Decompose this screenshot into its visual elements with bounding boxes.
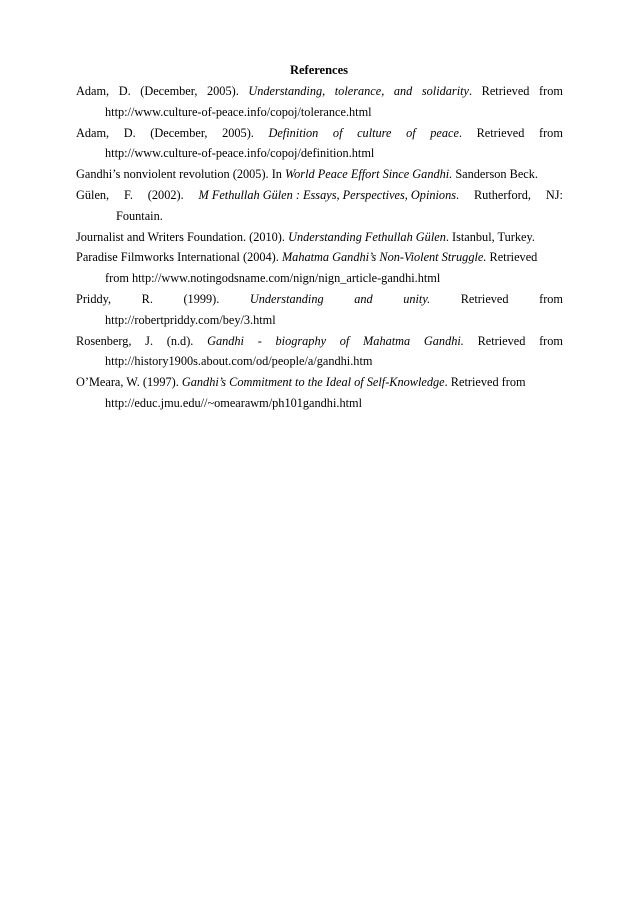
reference-text: . Retrieved from bbox=[444, 375, 526, 390]
reference-title-word: of bbox=[406, 125, 416, 140]
reference-entry bbox=[76, 227, 563, 248]
reference-title-word: peace bbox=[430, 125, 459, 140]
reference-word: (2002). bbox=[147, 187, 184, 202]
reference-entry bbox=[76, 372, 563, 414]
reference-word: . bbox=[468, 84, 473, 98]
reference-title-word: Understanding bbox=[249, 291, 324, 306]
reference-first-line bbox=[76, 289, 563, 310]
reference-text: Paradise Filmworks International (2004). bbox=[76, 250, 282, 265]
reference-word: D. bbox=[123, 125, 136, 140]
reference-title-word: biography bbox=[275, 333, 327, 348]
reference-title: Mahatma Gandhi’s Non-Violent Struggle. bbox=[281, 250, 487, 265]
reference-text: Sanderson Beck. bbox=[452, 167, 538, 182]
reference-word: D. bbox=[118, 84, 131, 98]
reference-url: http://educ.jmu.edu//~omearawm/ph101gandhi.html bbox=[105, 395, 362, 410]
reference-word: (n.d). bbox=[166, 333, 194, 348]
reference-word: Rutherford, bbox=[473, 187, 531, 202]
reference-publisher: Fountain. bbox=[116, 208, 163, 223]
reference-list bbox=[76, 81, 563, 414]
reference-first-line bbox=[76, 372, 563, 393]
reference-title-word: of bbox=[332, 125, 343, 140]
reference-word: Retrieved bbox=[477, 333, 526, 348]
reference-title: World Peace Effort Since Gandhi. bbox=[285, 167, 453, 182]
reference-title-word: of bbox=[339, 333, 350, 348]
reference-word: Retrieved bbox=[460, 291, 509, 306]
reference-text: Journalist and Writers Foundation. (2010). bbox=[76, 229, 289, 244]
page-title: References bbox=[289, 63, 349, 77]
reference-word: . bbox=[458, 125, 462, 140]
reference-title-word: Gandhi. bbox=[423, 333, 464, 348]
reference-word: from bbox=[538, 125, 563, 140]
reference-url: http://www.culture-of-peace.info/copoj/tolerance.html bbox=[105, 104, 372, 119]
reference-title-word: solidarity bbox=[421, 84, 469, 98]
reference-title-word: Mahatma bbox=[363, 333, 411, 348]
reference-text: Gandhi’s nonviolent revolution (2005). In bbox=[76, 167, 286, 182]
reference-title: M Fethullah Gülen : Essays, Perspectives, Opinions bbox=[198, 187, 457, 202]
reference-url: http://history1900s.about.com/od/people/a/gandhi.htm bbox=[105, 354, 373, 369]
reference-title: Understanding Fethullah Gülen bbox=[288, 229, 446, 244]
reference-title-word: Understanding, bbox=[248, 84, 326, 98]
reference-title-word: - bbox=[257, 333, 262, 348]
reference-word: (December, bbox=[150, 125, 208, 140]
reference-text: . Istanbul, Turkey. bbox=[445, 229, 535, 244]
reference-url: from http://www.notingodsname.com/nign/nign_article-gandhi.html bbox=[105, 271, 441, 286]
reference-title-word: Gandhi bbox=[207, 333, 244, 348]
reference-word: NJ: bbox=[545, 187, 563, 202]
reference-word: Adam, bbox=[76, 84, 110, 98]
reference-word: R. bbox=[141, 291, 153, 306]
reference-url: http://www.culture-of-peace.info/copoj/definition.html bbox=[105, 146, 375, 161]
reference-word: Retrieved bbox=[476, 125, 525, 140]
reference-word: (1999). bbox=[183, 291, 220, 306]
reference-url: http://robertpriddy.com/bey/3.html bbox=[105, 312, 276, 327]
reference-first-line bbox=[76, 81, 563, 102]
reference-word: Gülen, bbox=[76, 187, 110, 202]
reference-entry bbox=[76, 81, 563, 123]
reference-title-word: Definition bbox=[268, 125, 319, 140]
reference-word: Retrieved bbox=[481, 84, 530, 98]
reference-word: . bbox=[456, 187, 460, 202]
reference-title: Gandhi’s Commitment to the Ideal of Self-Knowledge bbox=[181, 375, 445, 390]
reference-title-word: culture bbox=[357, 125, 392, 140]
reference-title-word: unity. bbox=[403, 291, 431, 306]
reference-title-word: tolerance, bbox=[334, 84, 385, 98]
reference-entry bbox=[76, 185, 563, 227]
reference-entry bbox=[76, 289, 563, 331]
reference-text: Retrieved bbox=[486, 250, 538, 265]
reference-title-word: and bbox=[354, 291, 373, 306]
reference-first-line bbox=[76, 227, 563, 248]
reference-word: from bbox=[539, 333, 563, 348]
reference-entry bbox=[76, 164, 563, 185]
reference-word: 2005). bbox=[222, 125, 254, 140]
reference-word: F. bbox=[124, 187, 133, 202]
reference-entry bbox=[76, 123, 563, 165]
reference-word: Adam, bbox=[76, 125, 110, 140]
reference-word: Rosenberg, bbox=[76, 333, 132, 348]
reference-first-line bbox=[76, 164, 563, 185]
reference-entry bbox=[76, 247, 563, 289]
reference-word: (December, bbox=[140, 84, 198, 98]
reference-word: 2005). bbox=[207, 84, 239, 98]
reference-first-line bbox=[76, 123, 563, 144]
reference-first-line bbox=[76, 185, 563, 206]
reference-first-line bbox=[76, 247, 563, 268]
reference-first-line bbox=[76, 331, 563, 352]
reference-title-word: and bbox=[393, 84, 413, 98]
reference-text: O’Meara, W. (1997). bbox=[76, 375, 182, 390]
reference-word: from bbox=[539, 84, 563, 98]
reference-word: Priddy, bbox=[76, 291, 112, 306]
reference-word: from bbox=[539, 291, 563, 306]
reference-entry bbox=[76, 331, 563, 373]
reference-word: J. bbox=[145, 333, 154, 348]
